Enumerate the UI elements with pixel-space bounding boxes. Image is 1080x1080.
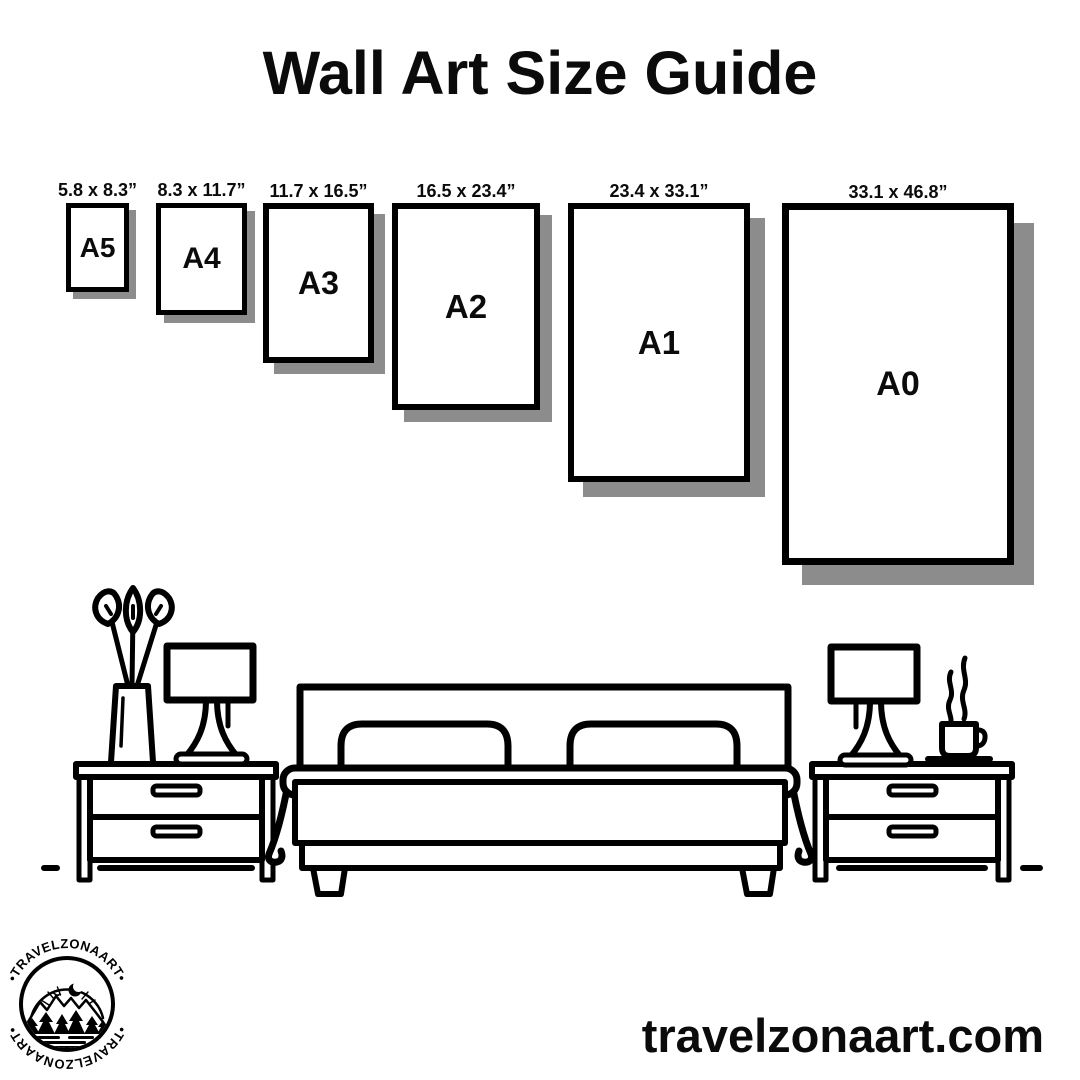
poster-a5 [57, 180, 138, 292]
size-dimensions: 33.1 x 46.8” [848, 182, 948, 202]
plant-icon [95, 588, 172, 764]
bed-illustration [268, 687, 811, 894]
nightstand-right [812, 764, 1012, 880]
bedroom-scene [0, 580, 1080, 900]
poster-a4 [156, 180, 247, 315]
nightstand-left [76, 764, 276, 880]
poster-a0 [782, 182, 1014, 565]
steam [962, 658, 965, 719]
lamp-icon-left [167, 646, 253, 764]
size-dimensions: 8.3 x 11.7” [157, 180, 246, 200]
bed-base [302, 843, 780, 868]
size-label: A1 [637, 323, 681, 361]
badge-text-top: •TRAVELZONAART• [4, 936, 130, 984]
poster-a2 [392, 181, 540, 410]
steam [948, 672, 951, 726]
size-dimensions: 23.4 x 33.1” [609, 181, 709, 201]
page-title: Wall Art Size Guide [262, 39, 818, 107]
brand-logo [2, 936, 132, 1072]
size-label: A0 [876, 364, 920, 403]
poster-a1 [568, 181, 750, 482]
size-dimensions: 11.7 x 16.5” [269, 181, 368, 201]
size-label: A4 [182, 242, 221, 275]
bed-leg [313, 868, 345, 894]
lamp-icon-right [831, 647, 917, 765]
sheet-band [295, 782, 785, 843]
size-label: A5 [79, 231, 116, 263]
coffee-cup-icon [928, 658, 990, 759]
poster-a3 [263, 181, 374, 363]
size-label: A2 [444, 287, 488, 325]
badge-text-bottom: •TRAVELZONAART• [4, 1024, 130, 1072]
size-dimensions: 16.5 x 23.4” [416, 181, 516, 201]
blanket-drape [792, 784, 812, 862]
website-url: travelzonaart.com [641, 1009, 1044, 1062]
size-dimensions: 5.8 x 8.3” [57, 180, 138, 200]
size-label: A3 [298, 264, 339, 301]
bed-leg [742, 868, 774, 894]
